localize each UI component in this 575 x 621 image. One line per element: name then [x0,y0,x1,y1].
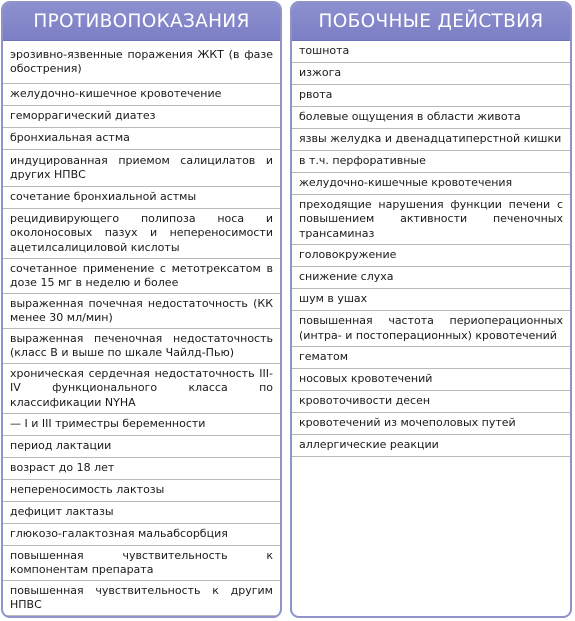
list-item-text: гематом [299,350,349,364]
list-item [292,347,570,369]
list-item-text: тошнота [299,44,350,58]
list-item-text: хроническая сердечная недостаточность III-IV функционального класса по классификации NYHA [10,366,273,409]
list-item-text: рвота [299,88,333,102]
list-item [3,502,280,524]
list-item [3,524,280,546]
list-item [3,150,280,187]
list-item-text: преходящие нарушения функции печени с повышением активности печеночных трансаминаз [299,197,563,240]
list-item-text: болевые ощущения в области живота [299,110,521,124]
list-item [292,391,570,413]
list-item [292,107,570,129]
list-item [3,259,280,294]
list-item-text: эрозивно-язвенные поражения ЖКТ (в фазе обострения) [10,47,273,75]
list-item-text: выраженная почечная недостаточность (КК менее 30 мл/мин) [10,296,273,324]
list-item [3,106,280,128]
contraindications-panel [1,1,282,618]
list-item-text: повышенная частота периоперационных (интра- и постоперационных) кровотечений [299,314,563,342]
list-item-text: в т.ч. перфоративные [299,154,426,168]
side-effects-list [292,41,570,457]
list-item [3,414,280,436]
list-item-text: повышенная чувствительность к другим НПВС [10,583,273,611]
list-item [292,311,570,347]
list-item-text: период лактации [10,439,112,453]
list-item [292,129,570,151]
list-item-text: выраженная печеночная недостаточность (класс B и выше по шкале Чайлд-Пью) [10,331,273,359]
list-item-text: — I и III триместры беременности [10,417,206,431]
list-item-text: желудочно-кишечное кровотечение [10,87,222,101]
list-item-text: геморрагический диатез [10,109,156,123]
list-item-text: желудочно-кишечные кровотечения [299,176,513,190]
list-item [3,128,280,150]
list-item [292,245,570,267]
list-item [3,581,280,616]
list-item-text: непереносимость лактозы [10,483,165,497]
side-effects-panel [290,1,572,618]
list-item-text: кровотечений из мочеполовых путей [299,416,516,430]
list-item-text: язвы желудка и двенадцатиперстной кишки [299,132,562,146]
list-item [292,63,570,85]
list-item-text: изжога [299,66,342,80]
list-item-text: рецидивирующего полипоза носа и околоносовых пазух и непереносимости ацетилсалициловой кислоты [10,211,273,254]
list-item [292,151,570,173]
list-item [3,436,280,458]
list-item [292,369,570,391]
side-effects-title: ПОБОЧНЫЕ ДЕЙСТВИЯ [292,3,570,41]
list-item-text: носовых кровотечений [299,372,433,386]
list-item-text: индуцированная приемом салицилатов и других НПВС [10,153,273,181]
list-item [292,289,570,311]
list-item [292,85,570,107]
contraindications-list [3,41,280,616]
list-item-text: сочетанное применение с метотрексатом в дозе 15 мг в неделю и более [10,261,273,289]
list-item [292,267,570,289]
list-item-text: шум в ушах [299,292,368,306]
list-item [3,84,280,106]
list-item [292,413,570,435]
list-item [3,41,280,84]
list-item [3,294,280,329]
list-item [3,364,280,414]
list-item [3,329,280,364]
list-item-text: глюкозо-галактозная мальабсорбция [10,527,228,541]
list-item-text: снижение слуха [299,270,394,284]
list-item-text: повышенная чувствительность к компонентам препарата [10,548,273,576]
list-item [3,209,280,259]
list-item-text: бронхиальная астма [10,131,130,145]
contraindications-title: ПРОТИВОПОКАЗАНИЯ [3,3,280,41]
list-item [292,195,570,245]
list-item [292,41,570,63]
list-item-text: кровоточивости десен [299,394,431,408]
list-item [292,173,570,195]
list-item-text: аллергические реакции [299,438,439,452]
list-item [3,458,280,480]
list-item-text: дефицит лактазы [10,505,114,519]
list-item [3,546,280,581]
list-item [3,480,280,502]
list-item-text: сочетание бронхиальной астмы [10,190,197,204]
list-item-text: головокружение [299,248,397,262]
list-item-text: возраст до 18 лет [10,461,115,475]
list-item [292,435,570,457]
list-item [3,187,280,209]
